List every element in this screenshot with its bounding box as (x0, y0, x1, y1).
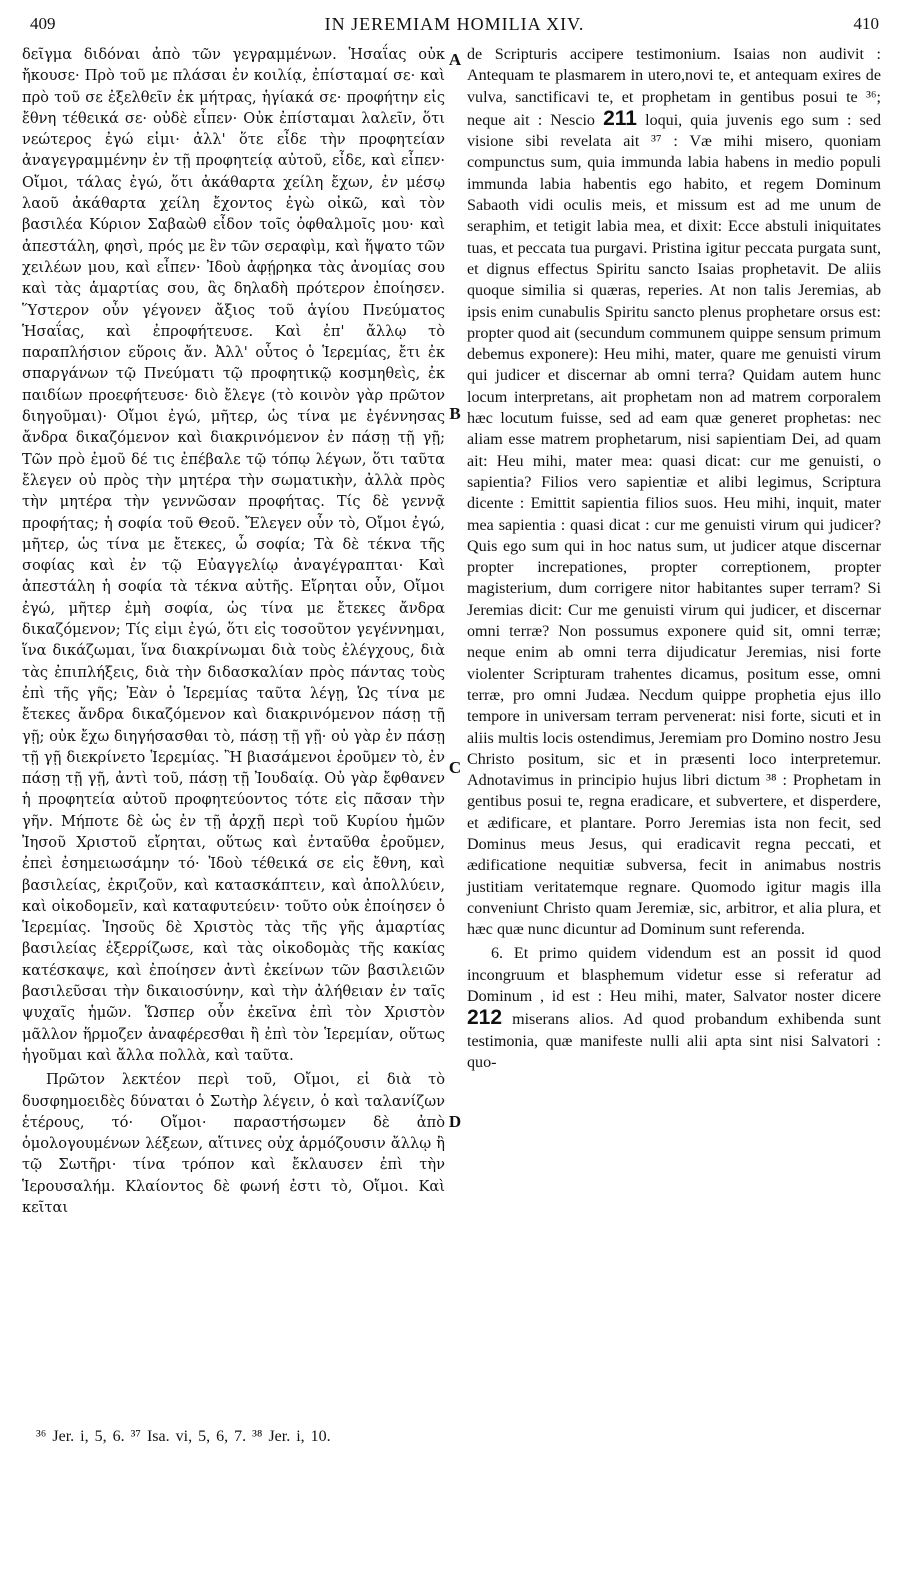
running-title: IN JEREMIAM HOMILIA XIV. (324, 14, 585, 34)
latin-text: miserans alios. Ad quod probandum exhibenda sunt testimonia, quæ manifeste nulli alii apta sint nisi Salvatori : quo- (467, 1011, 881, 1071)
column-number-212: 212 (467, 1006, 503, 1030)
greek-paragraph: δεῖγμα διδόναι ἀπὸ τῶν γεγραμμένων. Ἡσαΐας οὐκ ἤκουσε· Πρὸ τοῦ με πλάσαι ἐν κοιλίᾳ, ἐπίσταμαί σε· καὶ πρὸ τοῦ σε ἐξελθεῖν ἐκ μήτρας, ἡγίακά σε· προφήτην εἰς ἔθνη τέθεικά σε· οὐδὲ εἶπεν· Οὐκ ἐπίσταμαι λαλεῖν, ὅτι νεώτερος ἐγώ εἰμι· ἀλλ' ὅτε εἶδε τὴν προφητείαν ἀναγεγραμμένην ἐν τῇ προφητείᾳ αὐτοῦ, εἶδε, καὶ εἶπεν· Οἴμοι, τάλας ἐγώ, ὅτι ἀκάθαρτα χείλη ἔχων, ἐν μέσῳ λαοῦ ἀκάθαρτα χείλη ἔχοντος ἐγὼ οἰκῶ, καὶ τὸν βασιλέα Κύριον Σαβαὼθ εἶδον τοῖς ὀφθαλμοῖς μου· καὶ ἀπεστάλη, φησὶ, πρός με ἓν τῶν σεραφὶμ, καὶ ἥψατο τῶν χειλέων μου, καὶ εἶπεν· Ἰδοὺ ἀφῄρηκα τὰς ἀνομίας σου καὶ τὰς ἁμαρτίας σου, ἃς δηλαδὴ πρότερον ἐποίησεν. Ὕστερον οὖν γέγονεν ἄξιος τοῦ ἁγίου Πνεύματος Ἡσαΐας, καὶ ἐπροφήτευσε. Καὶ ἐπ' ἄλλῳ τὸ παραπλήσιον εὕροις ἄν. Ἀλλ' οὗτος ὁ Ἱερεμίας, ἔτι ἐκ σπαργάνων τῷ Πνεύματι τῷ προφητικῷ κοσμηθεὶς, ἐκ παιδίων προεφήτευσε· διὸ ἔλεγε (τὸ κοινὸν γὰρ πρῶτον διηγοῦμαι)· Οἴμοι ἐγώ, μῆτερ, ὡς τίνα με ἐγέννησας ἄνδρα δικαζόμενον καὶ διακρινόμενον ἐν πάσῃ τῇ γῇ; Τῶν πρὸ ἐμοῦ δέ τις ἐπέβαλε τῷ τόπῳ λέγων, ὅτι ταῦτα ἔλεγεν οὐ πρὸς τὴν μητέρα τὴν σωματικὴν, ἀλλὰ πρὸς τὴν μητέρα τὴν γεννῶσαν προφήτας. Τίς δὲ γεννᾷ προφήτας; ἡ σοφία τοῦ Θεοῦ. Ἔλεγεν οὖν τὸ, Οἴμοι ἐγώ, μῆτερ, ὡς τίνα με ἔτεκες, ὦ σοφία; Τὰ δὲ τέκνα τῆς σοφίας καὶ ἐν τῷ Εὐαγγελίῳ ἀναγέγραπται· Καὶ ἀπεστάλη ἡ σοφία τὰ τέκνα αὐτῆς. Εἴρηται οὖν, Οἴμοι ἐγώ, μῆτερ ἐμὴ σοφία, ὡς τίνα με ἔτεκες ἄνδρα δικαζόμενον; Τίς εἰμι ἐγώ, ὅτι εἰς τοσοῦτον γεγέννημαι, ἵνα δικάζωμαι, ἵνα διακρίνωμαι διὰ τοὺς ἐλέγχους, διὰ τὰς ἐπιπλήξεις, διὰ τὴν διδασκαλίαν πρὸς πάντας τοὺς ἐπὶ τῆς γῆς; Ἐὰν ὁ Ἱερεμίας ταῦτα λέγῃ, Ὡς τίνα με ἔτεκες ἄνδρα δικαζόμενον καὶ διακρινόμενον πάσῃ τῇ γῇ; οὐκ ἔχω διηγήσασθαι τὸ, πάσῃ τῇ γῇ· οὐ γὰρ ἐν πάσῃ τῇ γῇ διεκρίνετο Ἱερεμίας. Ἢ βιασάμενοι ἐροῦμεν τὸ, ἐν πάσῃ τῇ γῇ, ἀντὶ τοῦ, πάσῃ τῇ Ἰουδαίᾳ. Οὐ γὰρ ἔφθανεν ἡ προφητεία αὐτοῦ προφητεύοντος τότε εἰς πᾶσαν τὴν γῆν. Μήποτε δὲ ὡς ἐν τῇ ἀρχῇ περὶ τοῦ Κυρίου ἡμῶν Ἰησοῦ Χριστοῦ εἴρηται, οὕτως καὶ ἐνταῦθα ἐροῦμεν, ἐπεὶ ἐσημειωσάμην τό· Ἰδοὺ τέθεικά σε εἰς ἔθνη, καὶ βασιλείας, ἐκριζοῦν, καὶ κατασκάπτειν, καὶ ἀπολλύειν, καὶ οἰκοδομεῖν, καὶ καταφυτεύειν· τοῦτο οὐκ ἐποίησεν ὁ Ἱερεμίας. Ἰησοῦς δὲ Χριστὸς τὰς τῆς γῆς ἁμαρτίας βασιλείας ἐξερρίζωσε, καὶ τὰς οἰκοδομὰς τῆς κακίας κατέσκαψε, καὶ ἐποίησεν ἀντὶ ἐκείνων τῶν βασιλειῶν βασιλεῦσαι τὴν δικαιοσύνην, καὶ τὴν ἀλήθειαν ἐν ταῖς ψυχαῖς ἡμῶν. Ὥσπερ οὖν ἐκεῖνα ἐπὶ τὸν Χριστὸν μᾶλλον ἥρμοζεν ἀναφέρεσθαι ἢ ἐπὶ τὸν Ἱερεμίαν, οὕτως ἡγοῦμαι καὶ ἄλλα πολλὰ, καὶ ταῦτα. (22, 46, 445, 1064)
section-marker-c: C (448, 758, 462, 777)
latin-text: de Scripturis accipere testimonium. Isaias non audivit : Antequam te plasmarem in utero,novi te, et antequam exires de vulva, sanctificavi te, et prophetam in gentibus posui te ³⁶; neque ait : Nescio (467, 46, 881, 129)
column-number-211: 211 (603, 106, 637, 130)
greek-column (22, 44, 445, 1218)
section-marker-d: D (448, 1112, 462, 1131)
footnotes: ³⁶ Jer. i, 5, 6. ³⁷ Isa. vi, 5, 6, 7. ³⁸ Jer. i, 10. (36, 1428, 331, 1445)
greek-paragraph: Πρῶτον λεκτέον περὶ τοῦ, Οἴμοι, εἰ διὰ τὸ δυσφημοειδὲς δύναται ὁ Σωτὴρ λέγειν, ὁ καὶ ταλανίζων ἑτέρους, τό· Οἴμοι· παραστήσωμεν δὲ ἀπὸ ὁμολογουμένων λέξεων, αἵτινες οὐχ ἁρμόζουσιν ἄλλῳ ἢ τῷ Σωτῆρι· τίνα τρόπον καὶ ἔκλαυσεν ἐπὶ τὴν Ἱερουσαλήμ. Κλαίοντος δὲ φωνή ἐστι τὸ, Οἴμοι. Καὶ κεῖται (22, 1071, 445, 1217)
latin-paragraph (467, 44, 881, 940)
page-number-left: 409 (30, 14, 56, 33)
latin-text: loqui, quia juvenis ego sum : sed visione sibi revelata ait ³⁷ : Væ mihi misero, quoniam compunctus sum, quia immunda labia habens in medio populi immunda labia habentis ego habito, et regem Dominum Sabaoth vidi oculis meis, et missum est ad me unum de seraphim, et tetigit labia mea, et dixit: Ecce abstuli iniquitates tuas, et peccata tua purgavi. Pristina igitur peccata purgata sunt, et dignus effectus Spiritu sancto Isaias prophetavit. De aliis quoque similia si quæras, reperies. At non talis Jeremias, ab ipsis enim cunabulis Spiritu sancto plenus prophetare orsus est: propter quod ait (secundum communem quippe sensum primum debemus exponere): Heu mihi, mater, quare me genuisti virum qui judicer et discernar ab omni terra? Quidam autem hunc locum interpretans, ait prophetam non ad matrem corporalem hæc locutum fuisse, sed ad eam quæ generet prophetas: nec aliam esse matrem prophetarum, nisi sapientiam Dei, ad quam ait: Heu mihi, mater mea: quasi dicat: cur me genuisti, o sapientia? Filios vero sapientiæ et alibi legimus, Scriptura dicente : Emittit sapientia filios suos. Heu mihi, inquit, mater mea sapientia : quasi dicat : cur me genuisti virum qui judicer? Quis ego sum qui in hoc natus sum, ut judicer atque discernar propter increpationes, propter correptionem, propter magisterium, dum corrigere nitor habitantes super terram? Si Jeremias dicit: Cur me genuisti virum qui judicer, et discernar omni terræ? Non possumus exponere quid sit, omni terræ; neque enim ab omni terra dijudicatur Jeremias, nisi forte violenter Scripturam trahentes dicamus, positum esse, omni terræ, pro omni Judæa. Necdum quippe prophetia ejus illo tempore in universam terram pervenerat: nisi forte, sicuti et in aliis multis locis ostendimus, Jeremiam pro Domino nostro Jesu Christo positum, sic et in præsenti loco interpretemur. Adnotavimus in principio hujus libri dictum ³⁸ : Prophetam in gentibus posui te, regna eradicare, et subvertere, et disperdere, et ædificare, et plantare. Porro Jeremias ista non fecit, sed Dominus meus Jesus, qui eradicavit regna peccati, et ædificatione nequitiæ subversa, fecit in animabus nostris justitiam veritatemque regnare. Quomodo igitur magis illa conveniunt Christo quam Jeremiæ, sic, arbitror, et alia plura, et hæc quæ nunc dicuntur ad Dominum sunt referenda. (467, 111, 881, 939)
latin-paragraph (467, 943, 881, 1073)
latin-column (467, 44, 881, 1073)
page-number-right: 410 (853, 14, 879, 33)
page-header (30, 14, 879, 38)
latin-text: 6. Et primo quidem videndum est an possit id quod incongruum et blasphemum videtur esse si referatur ad Dominum , id est : Heu mihi, mater, Salvator noster dicere (467, 945, 881, 1006)
section-marker-a: A (448, 50, 462, 69)
section-marker-b: B (449, 404, 461, 423)
